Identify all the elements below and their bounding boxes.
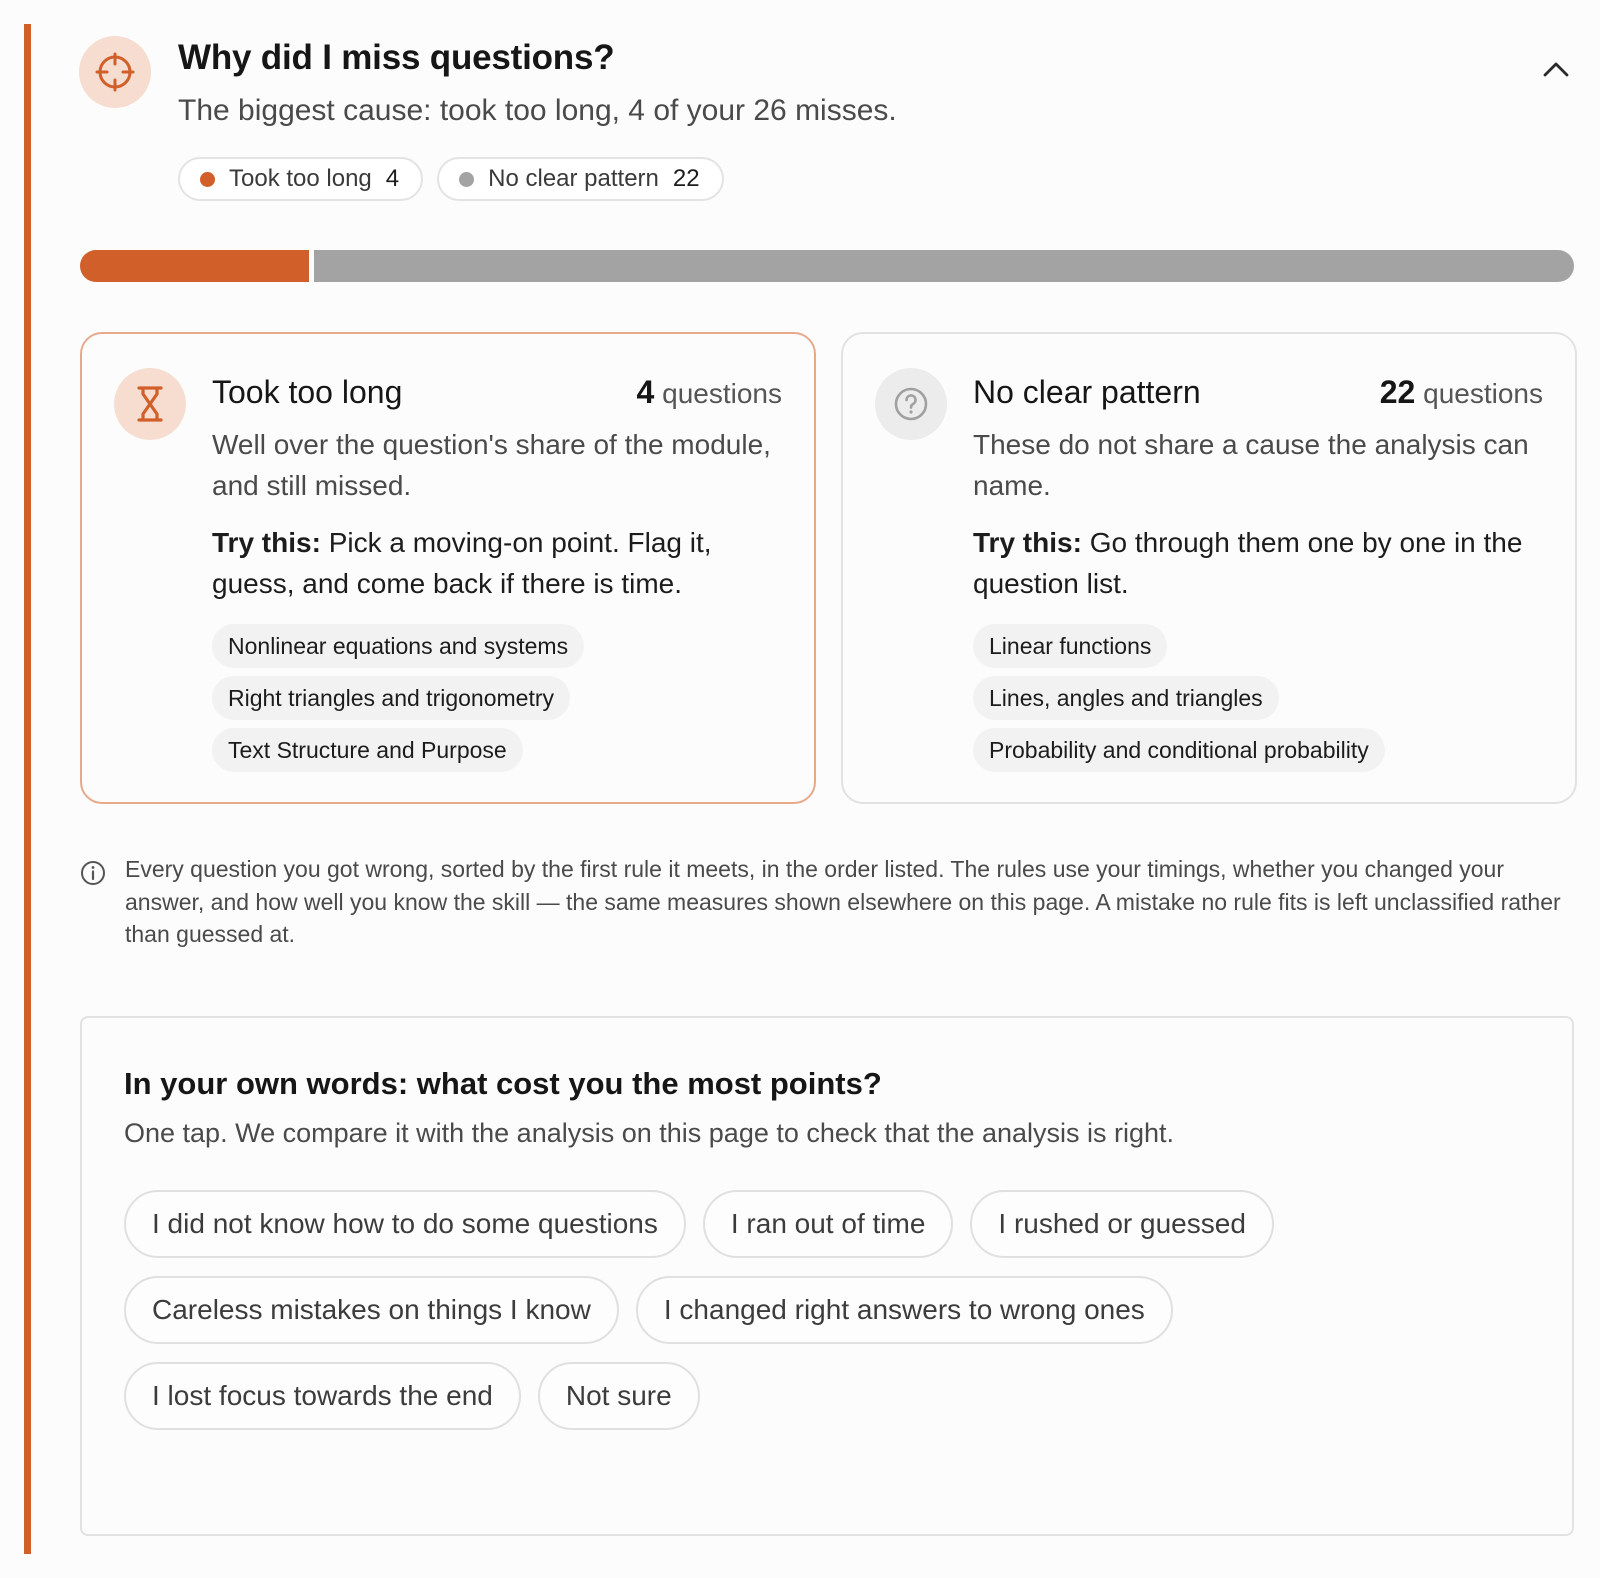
cause-card-took-too-long [80,332,816,804]
crosshair-icon [79,36,151,108]
tip-label: Try this: [973,527,1082,558]
section-title: Why did I miss questions? [178,38,615,77]
legend-count: 22 [672,165,700,192]
cause-tip [973,522,1543,604]
legend-label: No clear pattern [488,165,659,192]
feedback-option-careless-mistakes[interactable]: Careless mistakes on things I know [124,1276,619,1344]
cause-count-unit: questions [1423,378,1543,409]
hourglass-icon [114,368,186,440]
cause-legend [178,157,724,201]
feedback-option-ran-out-of-time[interactable]: I ran out of time [703,1190,954,1258]
cause-count [1380,374,1543,411]
method-note: Every question you got wrong, sorted by the first rule it meets, in the order listed. The rules use your timings, whether you changed your answer, and how well you know the skill — the same measures shown elsewhere on this page. A mistake no rule fits is left unclassified rather than guessed at. [125,856,1561,947]
legend-pill-no-clear-pattern[interactable] [437,157,723,201]
feedback-option-lost-focus[interactable]: I lost focus towards the end [124,1362,521,1430]
legend-count: 4 [385,165,400,192]
feedback-options [124,1190,1544,1430]
bar-segment-took-too-long [80,250,309,282]
cause-title: No clear pattern [973,374,1201,410]
bar-segment-no-clear-pattern [314,250,1574,282]
skill-list [973,624,1385,772]
skill-chip: Text Structure and Purpose [212,728,523,772]
chevron-up-icon [1541,55,1571,85]
legend-pill-took-too-long[interactable] [178,157,423,201]
skill-chip: Right triangles and trigonometry [212,676,570,720]
info-icon [80,860,106,886]
breakdown-bar [80,250,1574,282]
legend-dot [200,172,215,187]
tip-text: Go through them one by one in the question list. [973,527,1523,599]
section-subtitle: The biggest cause: took too long, 4 of your 26 misses. [178,94,897,127]
tip-label: Try this: [212,527,321,558]
skill-chip: Lines, angles and triangles [973,676,1279,720]
cause-count-number: 22 [1379,374,1416,410]
accent-rail [24,24,31,1554]
feedback-option-changed-answers[interactable]: I changed right answers to wrong ones [636,1276,1173,1344]
feedback-title: In your own words: what cost you the most points? [124,1066,882,1101]
skill-list [212,624,584,772]
skill-chip: Nonlinear equations and systems [212,624,584,668]
legend-dot [459,172,474,187]
feedback-panel [80,1016,1574,1536]
feedback-option-did-not-know[interactable]: I did not know how to do some questions [124,1190,686,1258]
skill-chip: Linear functions [973,624,1167,668]
cause-tip [212,522,782,604]
cause-card-no-clear-pattern [841,332,1577,804]
tip-text: Pick a moving-on point. Flag it, guess, and come back if there is time. [212,527,712,599]
feedback-option-not-sure[interactable]: Not sure [538,1362,700,1430]
feedback-option-rushed-or-guessed[interactable]: I rushed or guessed [970,1190,1274,1258]
question-circle-icon [875,368,947,440]
feedback-subtitle: One tap. We compare it with the analysis on this page to check that the analysis is right. [124,1118,1175,1148]
cause-count-number: 4 [636,374,655,410]
cause-title: Took too long [212,374,403,410]
collapse-button[interactable] [1538,52,1574,88]
legend-label: Took too long [229,165,372,192]
cause-count [637,374,782,411]
cause-description: Well over the question's share of the module, and still missed. [212,429,771,501]
skill-chip: Probability and conditional probability [973,728,1385,772]
cause-count-unit: questions [662,378,782,409]
cause-description: These do not share a cause the analysis can name. [973,429,1529,501]
